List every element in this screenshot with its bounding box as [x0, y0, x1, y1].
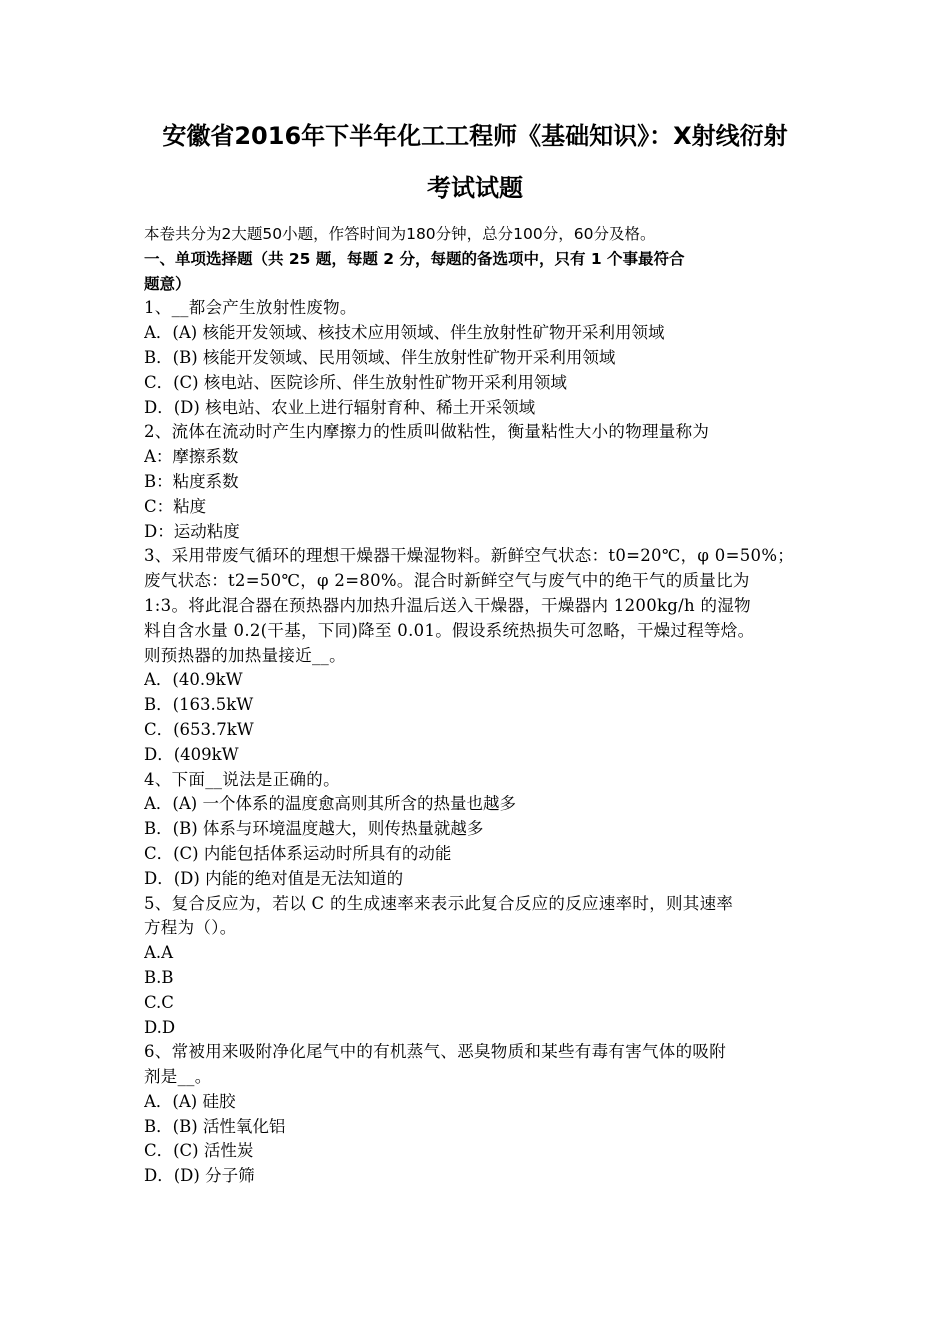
question-text: 料自含水量 0.2(干基，下同)降至 0.01。假设系统热损失可忽略，干燥过程等焓。 — [144, 620, 755, 640]
answer-option: C．(C) 活性炭 — [144, 1141, 254, 1161]
answer-option: B．(B) 活性氧化铝 — [144, 1116, 286, 1136]
question-text: 6、常被用来吸附净化尾气中的有机蒸气、恶臭物质和某些有毒有害气体的吸附 — [144, 1042, 726, 1062]
document-title-line-2: 考试试题 — [427, 174, 523, 202]
question-text: 剂是__。 — [144, 1067, 212, 1087]
question-text: 1、__都会产生放射性废物。 — [144, 298, 357, 318]
answer-option: C.C — [144, 992, 174, 1012]
exam-content — [144, 222, 810, 1189]
answer-option: A．(A) 硅胶 — [144, 1091, 236, 1111]
answer-option: C．(C) 内能包括体系运动时所具有的动能 — [144, 843, 452, 863]
question-text: 废气状态：t2=50℃，φ 2=80%。混合时新鲜空气与废气中的绝干气的质量比为 — [144, 571, 750, 591]
answer-option: B.B — [144, 967, 174, 987]
question-text: 2、流体在流动时产生内摩擦力的性质叫做粘性，衡量粘性大小的物理量称为 — [144, 422, 710, 442]
answer-option: B．(B) 体系与环境温度越大，则传热量就越多 — [144, 819, 484, 839]
answer-option: A.A — [144, 943, 174, 963]
exam-intro: 本卷共分为2大题50小题，作答时间为180分钟，总分100分，60分及格。 — [144, 225, 656, 243]
answer-option: D．(D) 内能的绝对值是无法知道的 — [144, 868, 404, 888]
answer-option: B．(163.5kW — [144, 695, 254, 715]
answer-option: A．(40.9kW — [144, 670, 243, 690]
answer-option: C．(C) 核电站、医院诊所、伴生放射性矿物开采利用领域 — [144, 372, 567, 392]
answer-option: D．(D) 分子筛 — [144, 1166, 255, 1186]
answer-option: B：粘度系数 — [144, 471, 239, 491]
question-text: 方程为（）。 — [144, 918, 237, 938]
section-heading: 题意） — [144, 274, 191, 293]
answer-option: D：运动粘度 — [144, 521, 240, 541]
question-text: 4、下面__说法是正确的。 — [144, 769, 340, 789]
document-title-line-1: 安徽省2016年下半年化工工程师《基础知识》：X射线衍射 — [162, 122, 788, 150]
section-heading: 一、单项选择题（共 25 题，每题 2 分，每题的备选项中，只有 1 个事最符合 — [144, 249, 685, 268]
answer-option: C：粘度 — [144, 496, 207, 516]
answer-option: D．(409kW — [144, 744, 239, 764]
answer-option: D.D — [144, 1017, 176, 1037]
question-text: 3、采用带废气循环的理想干燥器干燥湿物料。新鲜空气状态：t0=20℃，φ 0=50%； — [144, 546, 795, 566]
question-text: 1:3。将此混合器在预热器内加热升温后送入干燥器，干燥器内 1200kg/h 的湿物 — [144, 595, 751, 615]
question-text: 5、复合反应为，若以 C 的生成速率来表示此复合反应的反应速率时，则其速率 — [144, 893, 734, 913]
answer-option: D．(D) 核电站、农业上进行辐射育种、稀土开采领域 — [144, 397, 536, 417]
answer-option: A：摩擦系数 — [144, 447, 239, 467]
answer-option: C．(653.7kW — [144, 719, 254, 739]
answer-option: A．(A) 一个体系的温度愈高则其所含的热量也越多 — [144, 794, 516, 814]
answer-option: A．(A) 核能开发领域、核技术应用领域、伴生放射性矿物开采利用领域 — [144, 323, 665, 343]
question-text: 则预热器的加热量接近__。 — [144, 645, 346, 665]
answer-option: B．(B) 核能开发领域、民用领域、伴生放射性矿物开采利用领域 — [144, 347, 616, 367]
